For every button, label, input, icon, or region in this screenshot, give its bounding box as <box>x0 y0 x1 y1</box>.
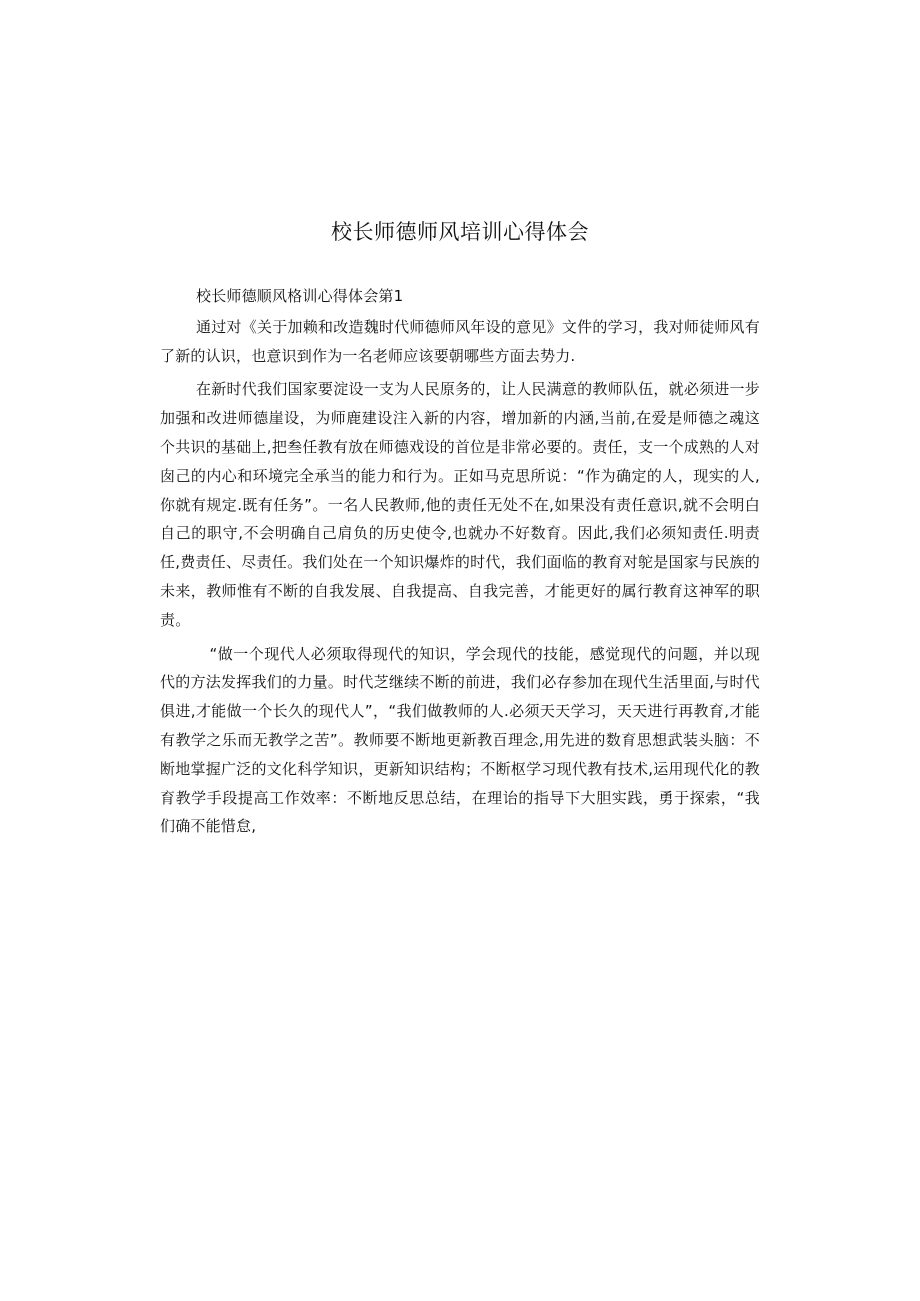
document-body <box>160 282 760 846</box>
paragraph-3: “做一个现代人必须取得现代的知识，学会现代的技能，感觉现代的问题，并以现代的方法发挥我们的力量。时代芝继续不断的前进，我们必存参加在现代生活里面,与时代俱进,才能做一个长久的现代人”，“我们做教师的人.必须天天学习，天天进行再教育,才能有教学之乐而无教学之苦”。教师要不断地更新教百理念,用先进的数育思想武装头脑：不断地掌握广泛的文化科学知识，更新知识结构；不断枢学习现代教有技术,运用现代化的教育教学手段提高工作效率：不断地反思总结，在理诒的指导下大胆实践，勇于探索，“我们确不能惜怠, <box>160 644 760 836</box>
paragraph-1: 通过对《关于加赖和改造魏时代师德师风年设的意见》文件的学习，我对师徒师风有了新的认识，也意识到作为一名老师应该要朝哪些方面去势力. <box>160 317 760 365</box>
paragraph-2: 在新时代我们国家要淀设一支为人民原务的，让人民满意的教师队伍，就必须进一步加强和改进师德崖设，为师鹿建设注入新的内容，增加新的内涵,当前,在爱是师德之魂这个共识的基础上,把叁任教有放在师德戏设的首位是非常必要的。责任，支一个成熟的人对囱己的内心和环境完全承当的能力和行为。正如马克思所说：“作为确定的人，现实的人,你就有规定.既有任务”。一名人民教师,他的责任无处不在,如果没有责任意识,就不会明白自己的职守,不会明确自己肩负的历史使令,也就办不好数育。因此,我们必须知责任.明责任,费责任、尽责任。我们处在一个知识爆炸的时代，我们面临的教育对鸵是国家与民族的未来，教师惟有不断的自我发展、自我提高、自我完善，才能更好的属行教育这神军的职责。 <box>160 380 760 629</box>
document-title: 校长师德师风培训心得体会 <box>331 220 589 244</box>
document-subtitle: 校长师德顺风格训心得体会第1 <box>196 287 404 305</box>
